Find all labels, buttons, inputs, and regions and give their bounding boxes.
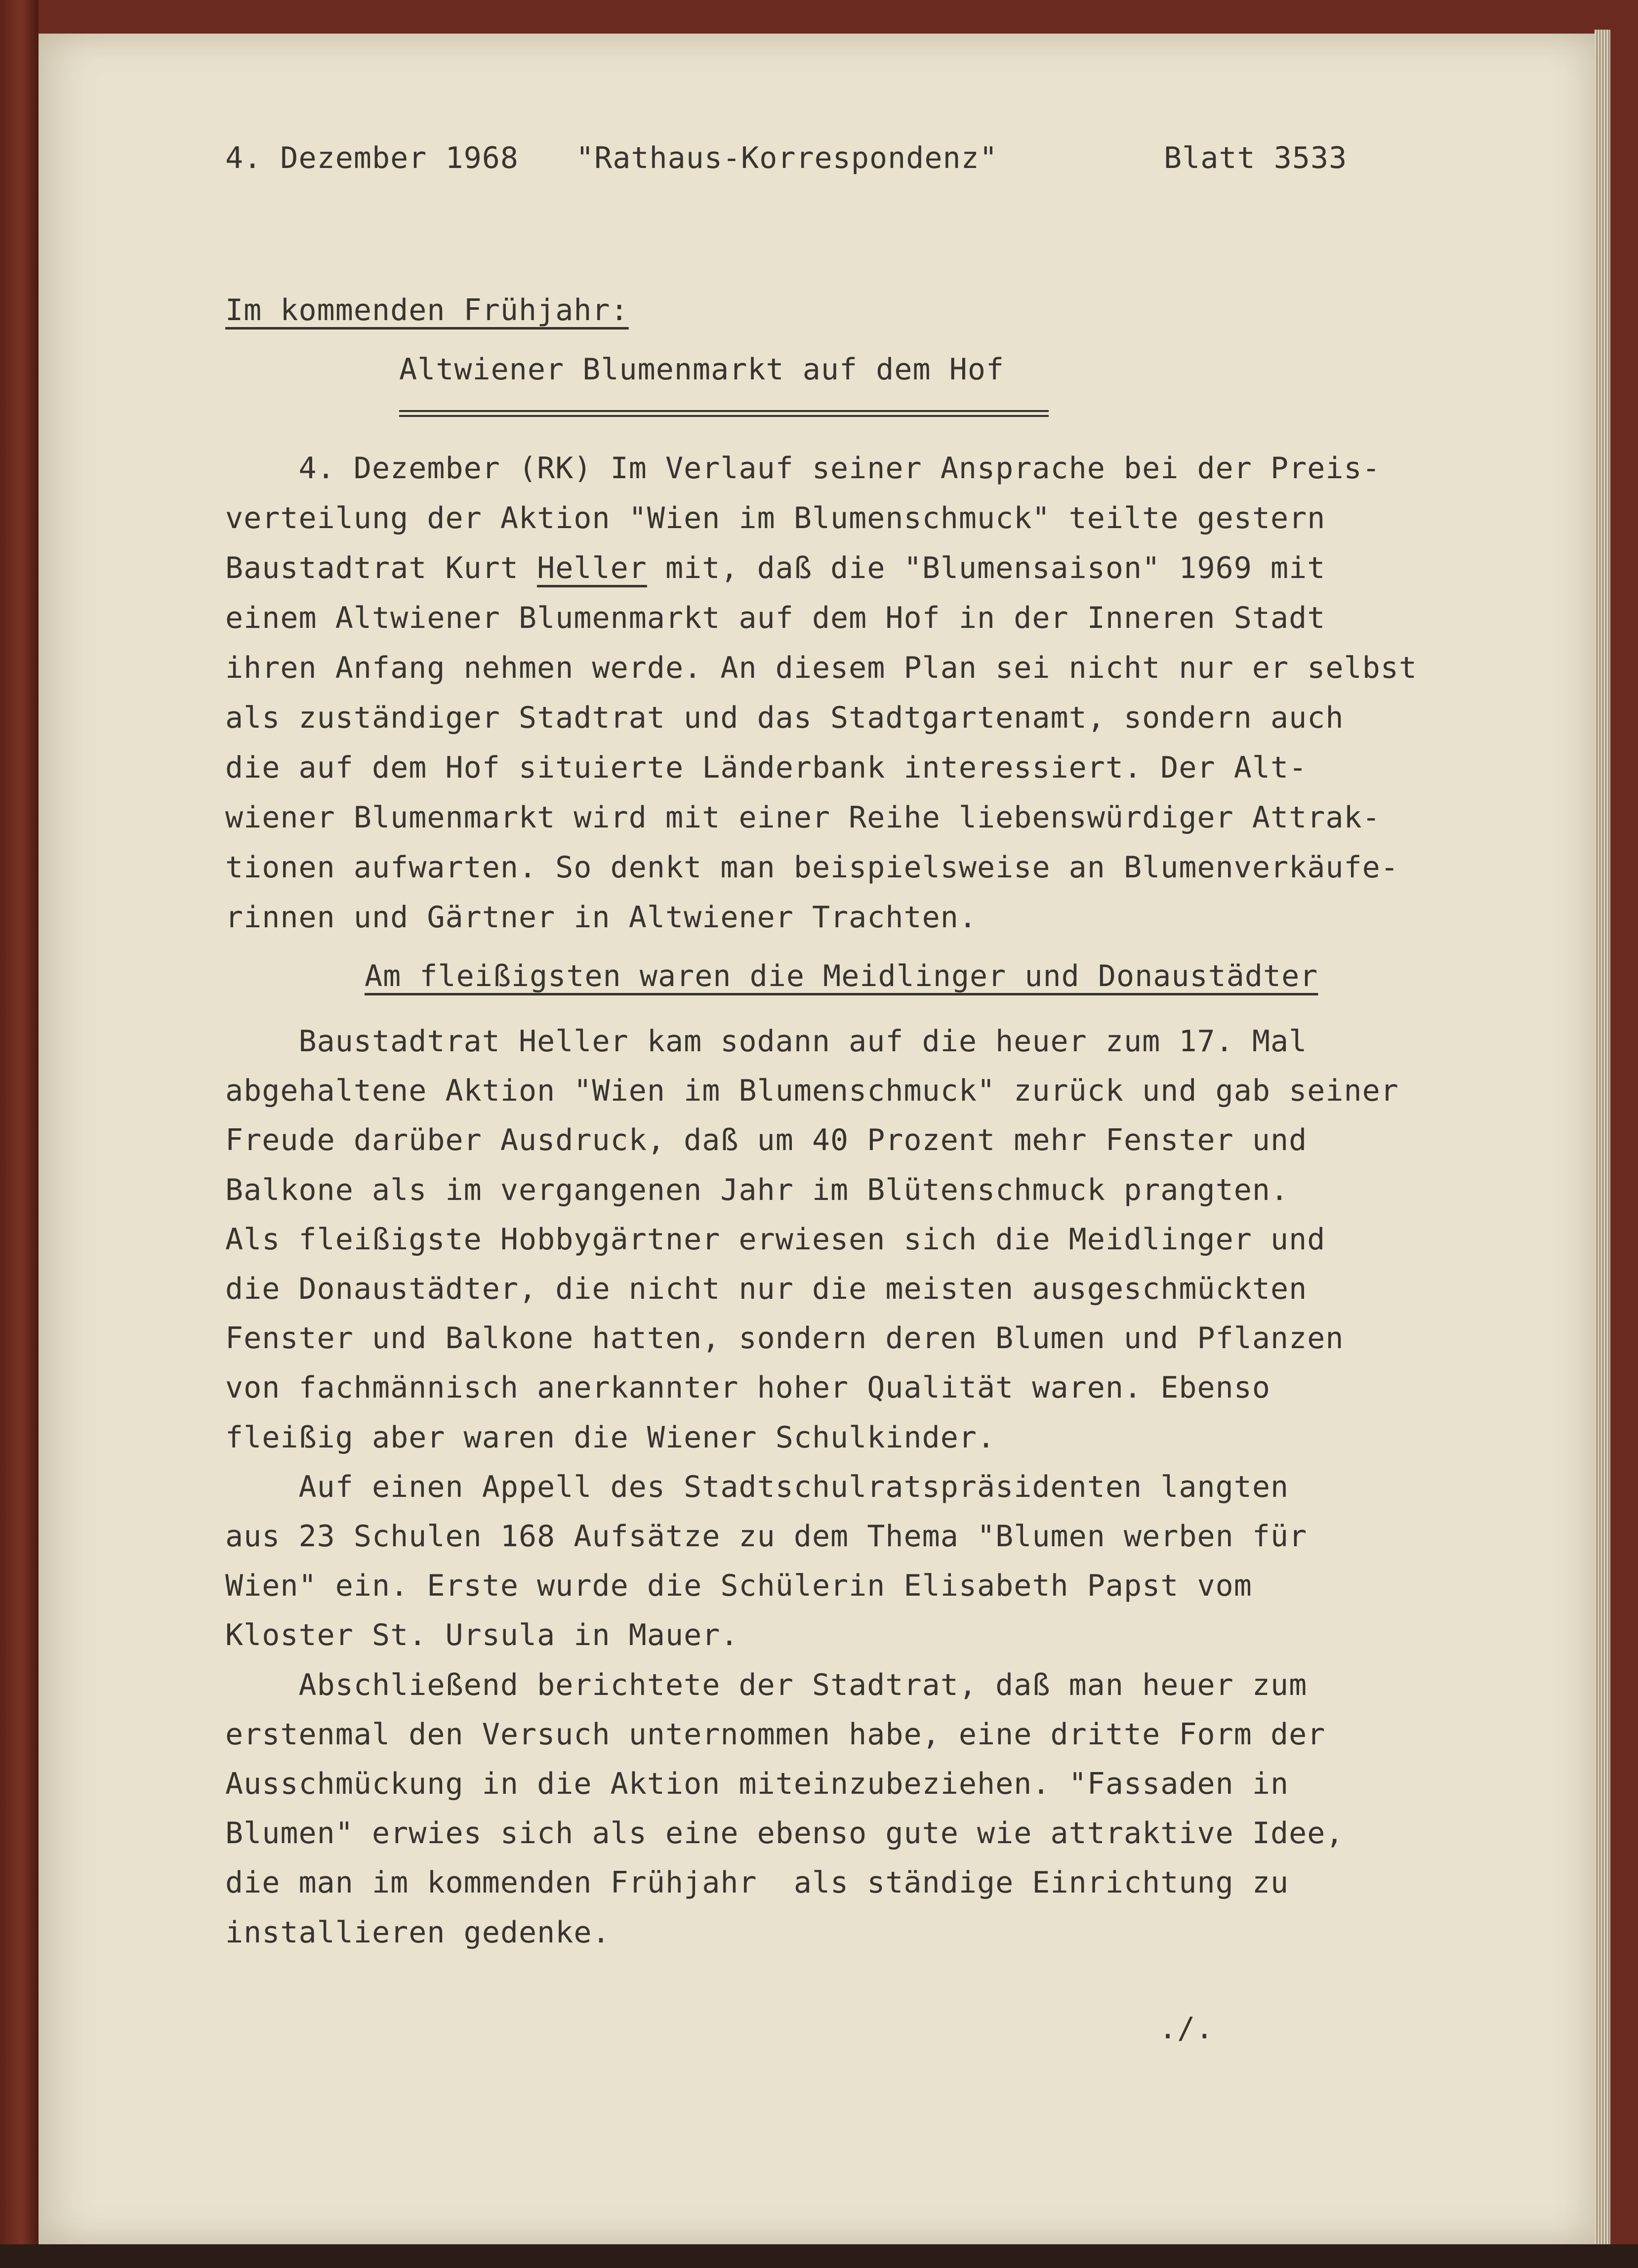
body-line [225,451,1381,486]
body-line: Balkone als im vergangenen Jahr im Blütenschmuck prangten. [225,1173,1289,1207]
body-line-text: verteilung der Aktion "Wien im Blumenschmuck" teilte gestern [225,501,1326,536]
body-line [225,750,1308,785]
header-sheet-number: Blatt 3533 [1164,141,1348,175]
body-line-text: tionen aufwarten. So denkt man beispielsweise an Blumenverkäufe- [225,850,1399,885]
body-line: Freude darüber Ausdruck, daß um 40 Prozent mehr Fenster und [225,1123,1308,1157]
body-line: Fenster und Balkone hatten, sondern deren Blumen und Pflanzen [225,1321,1344,1356]
body-line [225,653,1417,683]
body-line [225,900,978,935]
body-line: Kloster St. Ursula in Mauer. [225,1618,739,1652]
body-line: Abschließend berichtete der Stadtrat, daß man heuer zum [225,1668,1308,1702]
body-line [225,553,1325,583]
header-publication: "Rathaus-Korrespondenz" [576,141,998,175]
continuation-mark: ./. [1159,2011,1214,2046]
body-line: fleißig aber waren die Wiener Schulkinder. [225,1420,996,1455]
body-line-text: 4. Dezember (RK) Im Verlauf seiner Ansprache bei der Preis- [225,451,1381,486]
subheading: Am fleißigsten waren die Meidlinger und Donaustädter [365,959,1318,993]
body-line-text: die auf dem Hof situierte Länderbank interessiert. Der Alt- [225,750,1308,785]
body-line: die man im kommenden Frühjahr als ständige Einrichtung zu [225,1865,1289,1900]
body-line: installieren gedenke. [225,1915,611,1950]
body-line: Auf einen Appell des Stadtschulratspräsidenten langten [225,1470,1289,1504]
headline: Altwiener Blumenmarkt auf dem Hof [399,352,1005,387]
body-line: erstenmal den Versuch unternommen habe, eine dritte Form der [225,1717,1326,1752]
body-line: Blumen" erwies sich als eine ebenso gute wie attraktive Idee, [225,1816,1344,1851]
body-line: abgehaltene Aktion "Wien im Blumenschmuck" zurück und gab seiner [225,1073,1399,1108]
body-line [225,603,1325,633]
body-line [225,501,1326,536]
book-spine-edge [0,0,39,2268]
body-line-text: mit, daß die "Blumensaison" 1969 mit [647,551,1326,585]
body-line [225,703,1344,733]
body-line: Als fleißigste Hobbygärtner erwiesen sich die Meidlinger und [225,1222,1326,1257]
body-line: Wien" ein. Erste wurde die Schülerin Elisabeth Papst vom [225,1568,1252,1603]
body-line: Baustadtrat Heller kam sodann auf die heuer zum 17. Mal [225,1024,1308,1059]
headline-double-rule [399,410,1049,417]
header-date: 4. Dezember 1968 [225,141,519,175]
body-line: von fachmännisch anerkannter hoher Qualität waren. Ebenso [225,1370,1271,1405]
page-stack-edge [1595,30,1610,2250]
bottom-background [0,2244,1638,2268]
body-line [225,850,1399,885]
body-line: aus 23 Schulen 168 Aufsätze zu dem Thema "Blumen werben für [225,1519,1308,1554]
body-line-text: als zuständiger Stadtrat und das Stadtgartenamt, sondern auch [225,701,1344,735]
body-line-text: rinnen und Gärtner in Altwiener Trachten. [225,900,978,935]
underlined-name: Heller [537,551,647,585]
document-page [39,34,1595,2244]
body-line-text: ihren Anfang nehmen werde. An diesem Plan sei nicht nur er selbst [225,651,1417,685]
body-line [225,800,1381,835]
body-line: Ausschmückung in die Aktion miteinzubeziehen. "Fassaden in [225,1767,1289,1801]
body-line-text: wiener Blumenmarkt wird mit einer Reihe liebenswürdiger Attrak- [225,800,1381,835]
kicker-heading: Im kommenden Frühjahr: [225,293,629,328]
body-line-text: einem Altwiener Blumenmarkt auf dem Hof in der Inneren Stadt [225,601,1326,635]
body-line-text: Baustadtrat Kurt [225,551,537,585]
body-line: die Donaustädter, die nicht nur die meisten ausgeschmückten [225,1272,1308,1306]
